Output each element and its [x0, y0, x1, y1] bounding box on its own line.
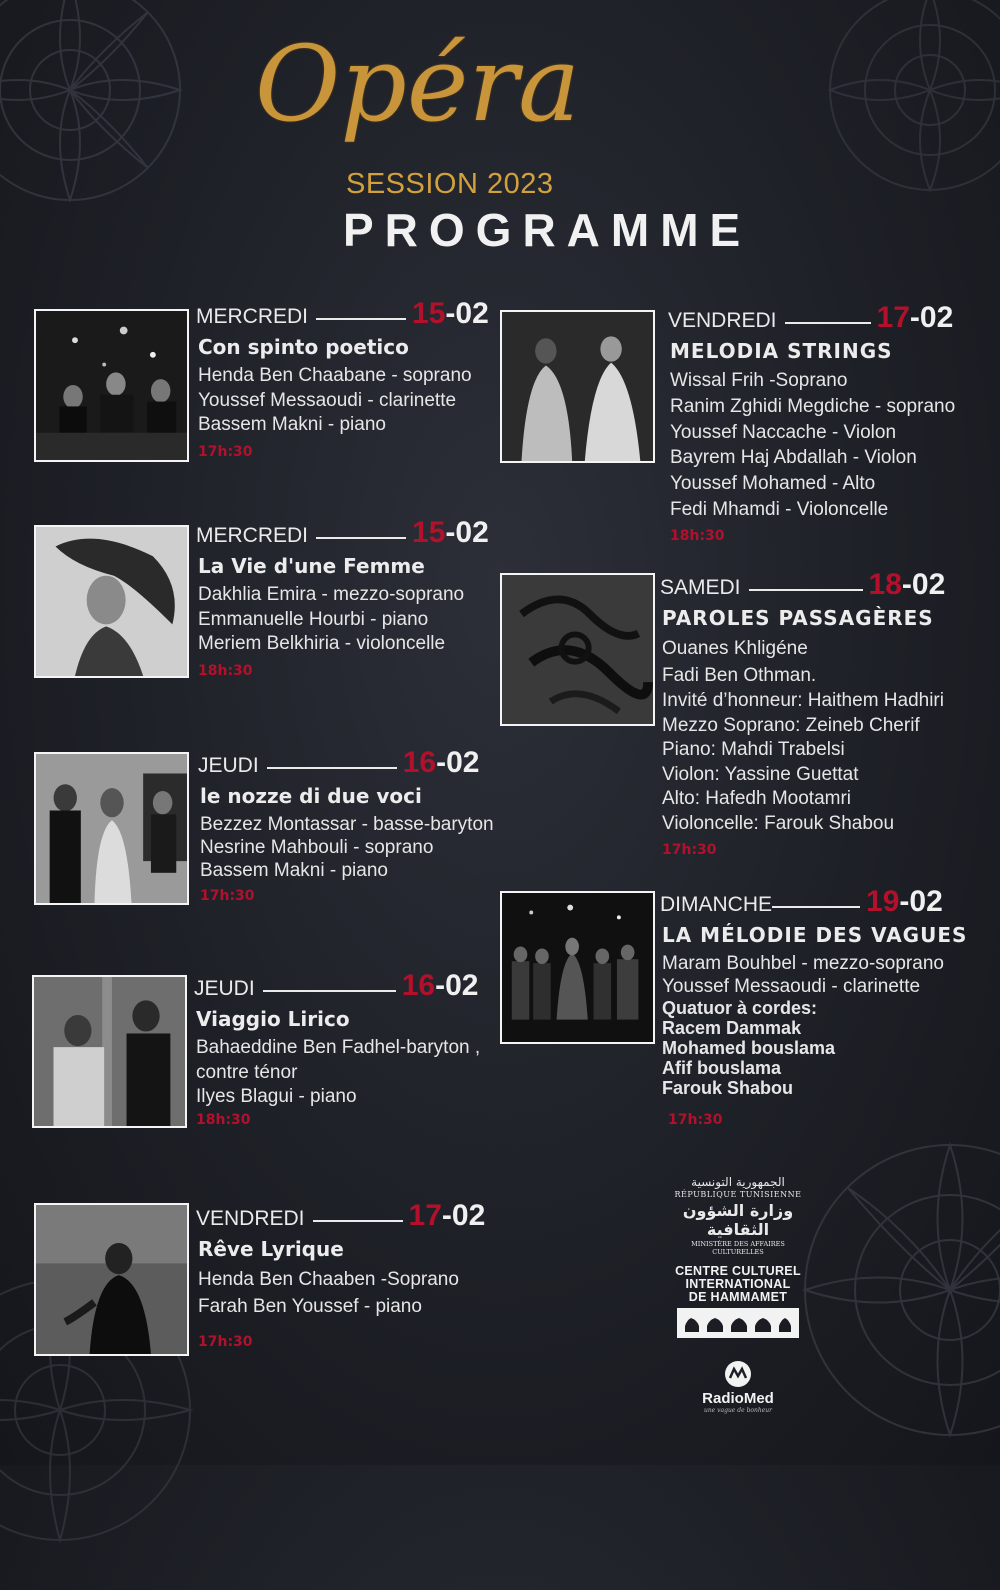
performer: Bassem Makni - piano	[198, 414, 386, 435]
date-separator: -	[445, 516, 456, 549]
event-photo-vie-femme	[34, 525, 189, 678]
event-time: 17h:30	[198, 1334, 253, 1350]
opera-title: Opéra	[255, 23, 581, 145]
performer: Meriem Belkhiria - violoncelle	[198, 633, 446, 654]
performer: Ilyes Blagui - piano	[196, 1086, 357, 1107]
date-divider-line	[263, 990, 396, 992]
performer: Piano: Mahdi Trabelsi	[662, 739, 845, 760]
event-card	[194, 969, 480, 1128]
performer: Violon: Yassine Guettat	[662, 763, 859, 785]
event-date-month: 02	[451, 1199, 486, 1232]
event-day: VENDREDI	[668, 309, 777, 332]
mandala-ornament-top-right	[780, 0, 1000, 240]
quartet-heading: Quatuor à cordes:	[662, 998, 818, 1018]
concert-trio-image	[36, 311, 187, 460]
performer: Youssef Naccache - Violon	[670, 422, 897, 443]
event-date-header	[196, 297, 489, 331]
performer: Violoncelle: Farouk Shabou	[662, 812, 895, 834]
event-date-month: 02	[445, 969, 479, 1002]
event-date-header	[194, 969, 480, 1003]
event-date-month: 02	[446, 746, 480, 779]
event-date-number: 19	[866, 885, 900, 918]
event-date-number: 16	[402, 746, 437, 779]
programme-heading: PROGRAMME	[343, 204, 752, 256]
event-photo-melodie-vagues	[500, 891, 655, 1044]
date-separator: -	[899, 885, 910, 918]
event-title: La Vie d'une Femme	[198, 554, 425, 578]
two-singers-image	[34, 977, 185, 1126]
centre-line: CENTRE CULTUREL	[675, 1264, 801, 1278]
event-date-header	[196, 516, 489, 550]
date-separator: -	[441, 1199, 452, 1232]
event-card	[196, 297, 489, 460]
event-title: le nozze di due voci	[200, 784, 422, 808]
republic-label: RÉPUBLIQUE TUNISIENNE	[674, 1190, 802, 1199]
date-divider-line	[749, 589, 863, 591]
event-date-number: 17	[408, 1199, 442, 1232]
performer: Bezzez Montassar - basse-baryton	[200, 814, 494, 835]
event-photo-paroles	[500, 573, 655, 726]
quartet-member: Afif bouslama	[662, 1058, 782, 1078]
event-time: 17h:30	[200, 888, 255, 904]
performer: Henda Ben Chaaben -Soprano	[198, 1269, 459, 1290]
session-subtitle: SESSION 2023	[346, 168, 554, 200]
performer: Emmanuelle Hourbi - piano	[198, 608, 429, 630]
ministry-label: MINISTÈRE DES AFFAIRES CULTURELLES	[691, 1240, 785, 1256]
event-photo-viaggio	[32, 975, 187, 1128]
event-date-header	[668, 301, 955, 335]
event-card	[196, 516, 489, 679]
event-day: MERCREDI	[196, 524, 309, 547]
event-day: MERCREDI	[196, 305, 309, 328]
centre-culturel-logo	[668, 1265, 808, 1304]
performer: Youssef Messaoudi - clarinette	[198, 389, 457, 411]
event-date-header	[660, 568, 945, 602]
performer: Fedi Mhamdi - Violoncelle	[670, 499, 889, 520]
event-date-month: 02	[911, 568, 946, 601]
event-card	[660, 568, 945, 858]
event-date-header	[198, 746, 494, 780]
sponsor-logos	[668, 1175, 808, 1414]
date-divider-line	[316, 537, 406, 539]
event-card	[660, 885, 967, 1128]
event-date-number: 18	[868, 568, 902, 601]
event-title: Con spinto poetico	[198, 335, 409, 359]
radiomed-logo-icon	[724, 1360, 752, 1388]
event-photo-melodia-strings	[500, 310, 655, 463]
soprano-singer-image	[36, 1205, 187, 1354]
centre-line: INTERNATIONAL	[685, 1277, 791, 1291]
event-title: Rêve Lyrique	[198, 1237, 344, 1261]
performer: Bahaeddine Ben Fadhel-baryton ,	[196, 1037, 481, 1058]
date-separator: -	[909, 301, 920, 334]
quartet-member: Mohamed bouslama	[662, 1038, 836, 1058]
event-date-number: 17	[876, 301, 910, 334]
singer-portrait-image	[36, 527, 187, 676]
event-date-month: 02	[919, 301, 954, 334]
event-date-number: 15	[412, 297, 446, 330]
date-separator: -	[435, 969, 446, 1002]
event-time: 18h:30	[196, 1111, 251, 1128]
event-date-number: 15	[412, 516, 446, 549]
date-separator: -	[445, 297, 456, 330]
ministry-arabic-label: وزارة الشؤون الثقافية	[682, 1201, 794, 1239]
arcade-icon	[677, 1308, 799, 1338]
event-day: JEUDI	[194, 977, 255, 1000]
event-title: MELODIA STRINGS	[670, 339, 893, 363]
two-sopranos-image	[502, 312, 653, 461]
date-divider-line	[267, 767, 397, 769]
performer: Ranim Zghidi Megdiche - soprano	[670, 396, 956, 417]
event-photo-nozze	[34, 752, 189, 905]
event-photo-con-spinto	[34, 309, 189, 462]
performer: Bayrem Haj Abdallah - Violon	[670, 447, 917, 468]
event-day: SAMEDI	[660, 576, 741, 599]
performer: Fadi Ben Othman.	[662, 665, 817, 686]
event-date-number: 16	[401, 969, 436, 1002]
date-separator: -	[901, 568, 912, 601]
republic-arabic-label: الجمهورية التونسية	[691, 1175, 785, 1189]
event-time: 18h:30	[198, 662, 253, 679]
quartet-member: Racem Dammak	[662, 1018, 802, 1038]
event-photo-reve-lyrique	[34, 1203, 189, 1356]
event-time: 17h:30	[662, 842, 717, 858]
performer: Youssef Messaoudi - clarinette	[662, 976, 921, 997]
event-title: Viaggio Lirico	[196, 1007, 350, 1031]
event-time: 17h:30	[198, 443, 253, 460]
date-divider-line	[313, 1220, 403, 1222]
event-date-header	[196, 1199, 485, 1233]
event-card	[196, 1199, 485, 1350]
event-day: VENDREDI	[196, 1207, 305, 1230]
performer: Farah Ben Youssef - piano	[198, 1296, 422, 1317]
mandala-ornament-top-left	[0, 0, 230, 250]
event-day: JEUDI	[198, 754, 259, 777]
event-day: DIMANCHE	[660, 893, 773, 916]
date-divider-line	[316, 318, 406, 320]
performer: Wissal Frih -Soprano	[670, 370, 848, 391]
centre-line: DE HAMMAMET	[688, 1290, 788, 1304]
calligraphy-art-image	[502, 575, 653, 724]
date-divider-line	[785, 322, 871, 324]
duo-piano-image	[36, 754, 187, 903]
performer: contre ténor	[196, 1061, 298, 1083]
event-date-header	[660, 885, 967, 919]
event-title: PAROLES PASSAGÈRES	[662, 606, 934, 630]
performer: Alto: Hafedh Mootamri	[662, 788, 852, 809]
event-card	[198, 746, 494, 904]
performer: Ouanes Khligéne	[662, 638, 808, 659]
radiomed-tagline: une vague de bonheur	[703, 1407, 773, 1414]
date-separator: -	[436, 746, 447, 779]
performer: Dakhlia Emira - mezzo-soprano	[198, 584, 465, 605]
performer: Invité d’honneur: Haithem Hadhiri	[662, 690, 944, 711]
event-title: LA MÉLODIE DES VAGUES	[662, 923, 968, 947]
performer: Henda Ben Chaabane - soprano	[198, 365, 472, 386]
performer: Mezzo Soprano: Zeineb Cherif	[662, 714, 920, 736]
event-card	[668, 301, 955, 544]
event-time: 17h:30	[668, 1112, 723, 1128]
ensemble-image	[502, 893, 653, 1042]
event-date-month: 02	[909, 885, 943, 918]
performer: Bassem Makni - piano	[200, 860, 388, 881]
performer: Nesrine Mahbouli - soprano	[200, 837, 434, 858]
event-time: 18h:30	[670, 528, 725, 544]
event-date-month: 02	[455, 516, 489, 549]
performer: Youssef Mohamed - Alto	[670, 473, 876, 494]
performer: Maram Bouhbel - mezzo-soprano	[662, 953, 944, 974]
radiomed-name: RadioMed	[702, 1390, 774, 1407]
quartet-member: Farouk Shabou	[662, 1078, 794, 1098]
date-divider-line	[772, 906, 860, 908]
event-date-month: 02	[455, 297, 489, 330]
